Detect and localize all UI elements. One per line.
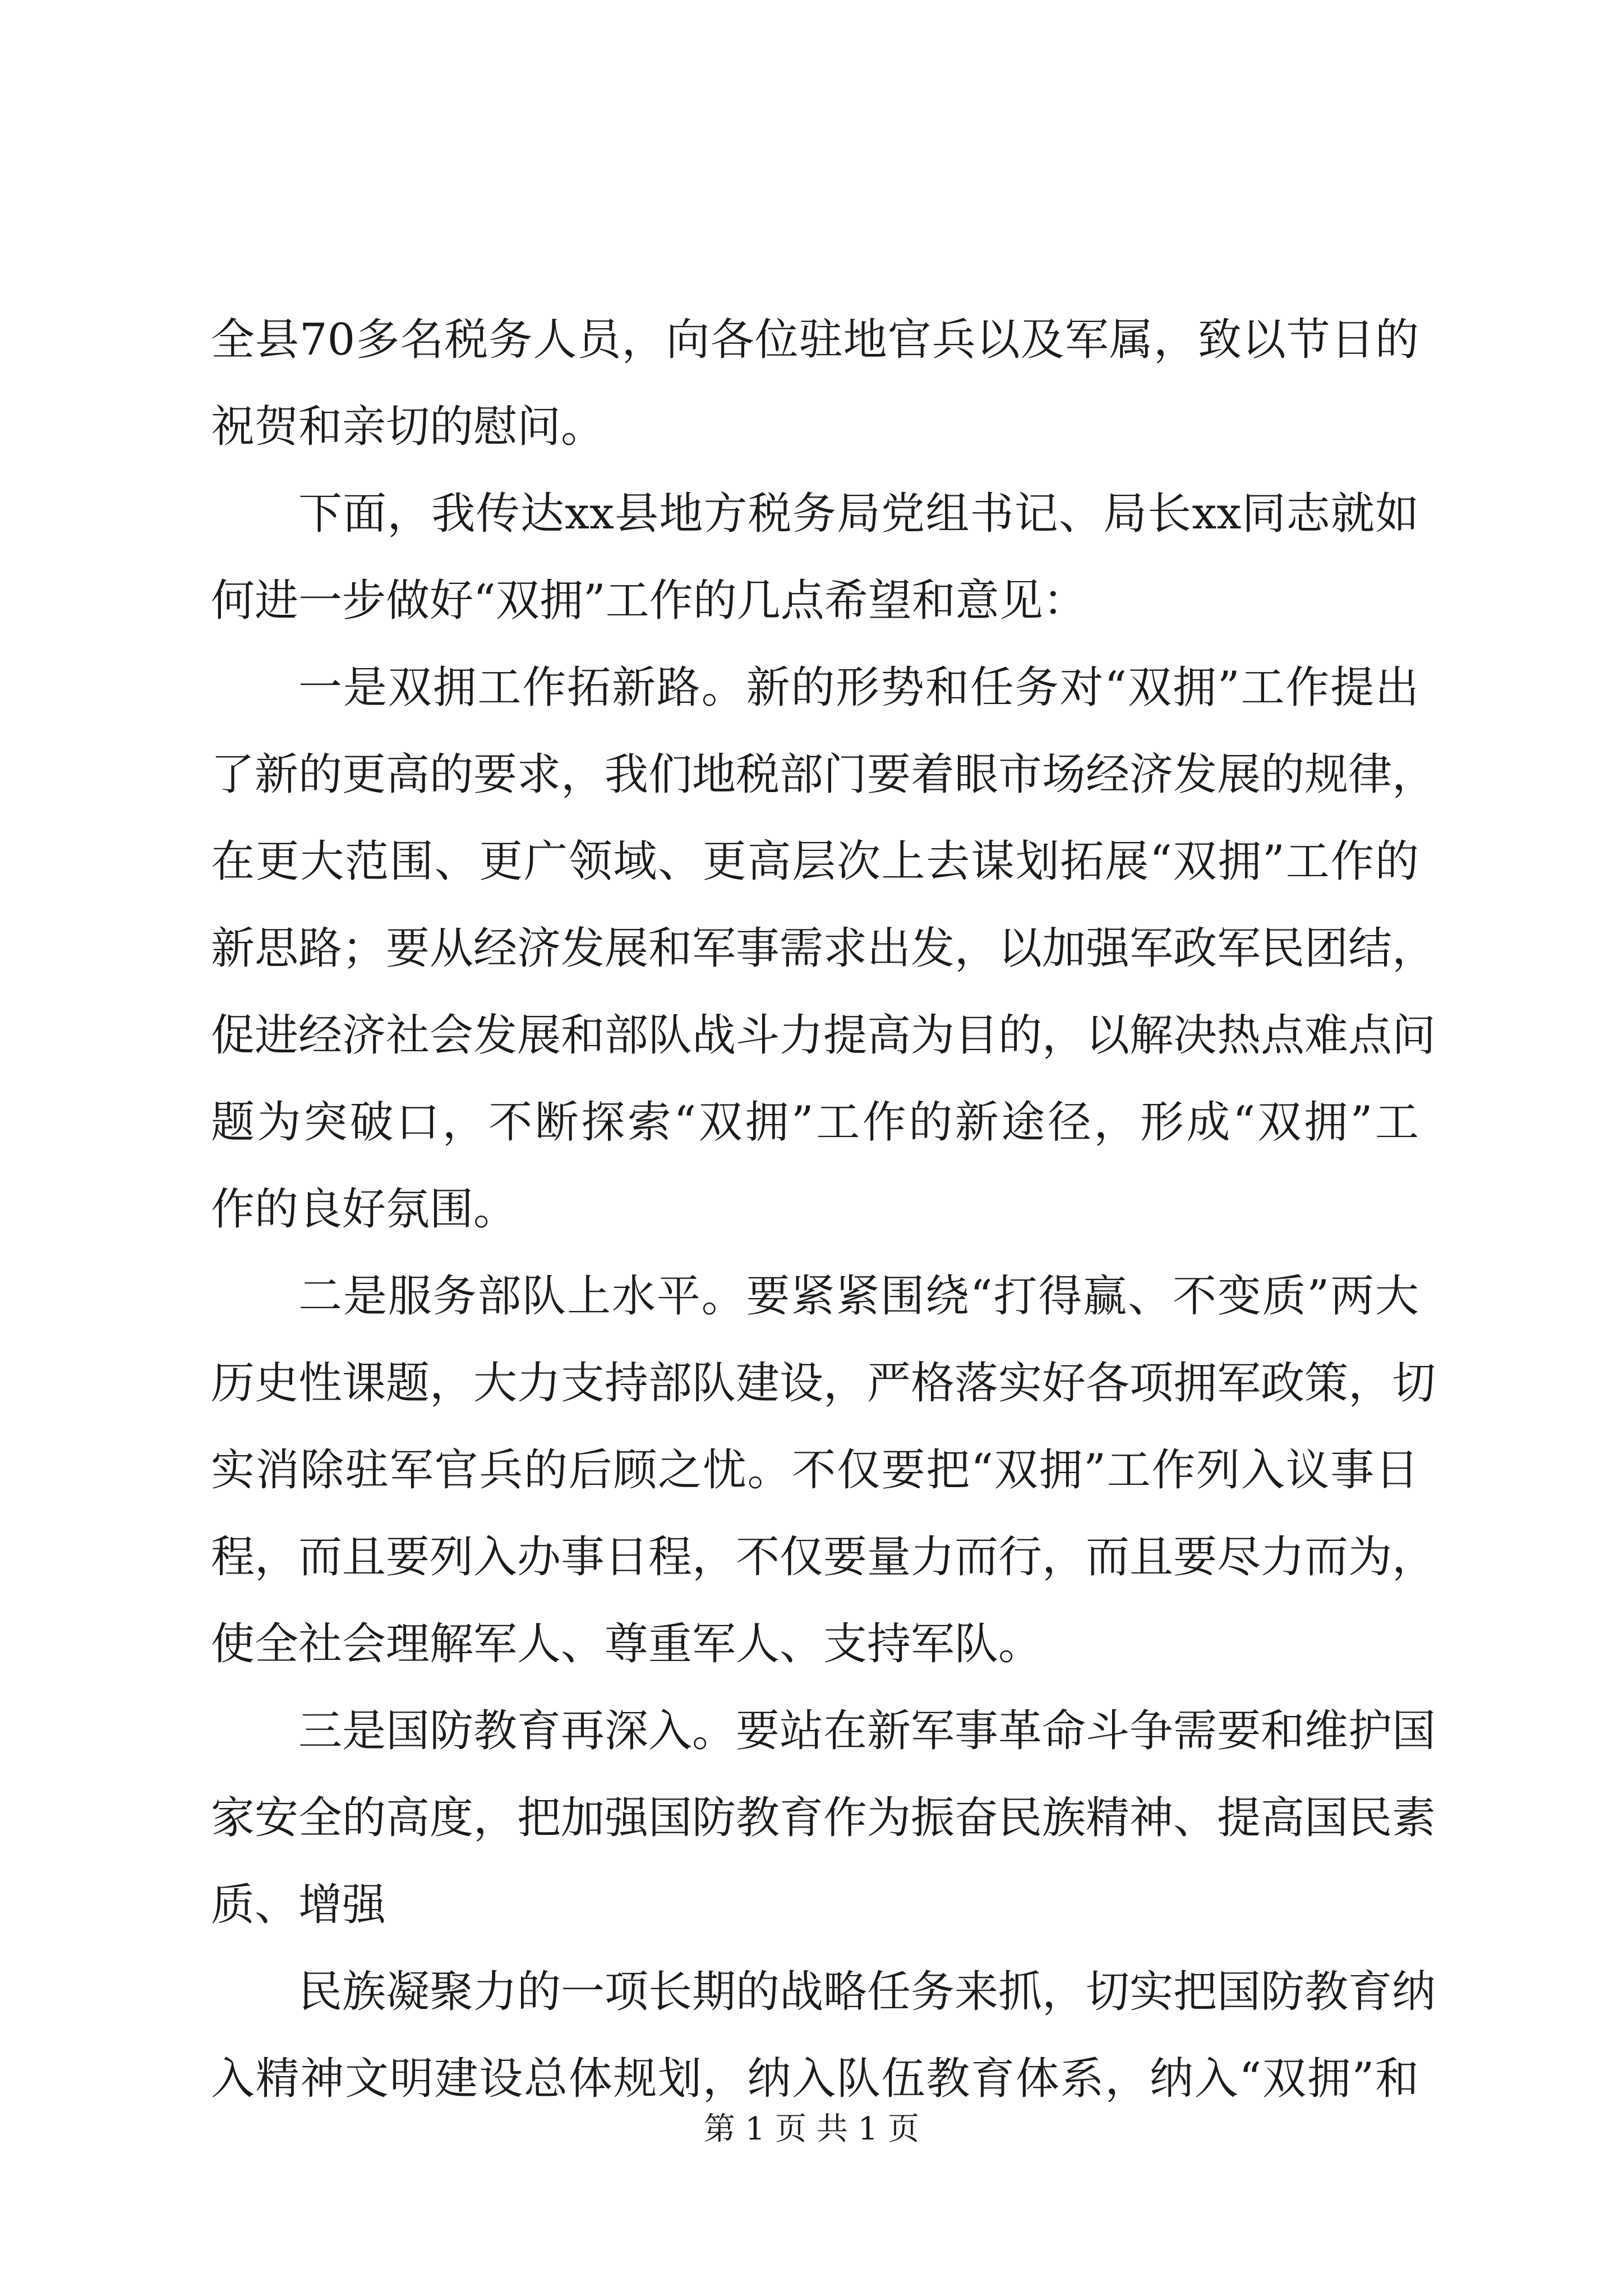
- text-line: 程，而且要列入办事日程，不仅要量力而行，而且要尽力而为，: [211, 1532, 1436, 1582]
- body-text: [211, 297, 1436, 2123]
- page-footer: [0, 2109, 1623, 2150]
- text-line: 使全社会理解军人、尊重军人、支持军队。: [211, 1619, 1043, 1669]
- text-line: 民族凝聚力的一项长期的战略任务来抓，切实把国防教育纳: [298, 1967, 1436, 2017]
- text-line: 促进经济社会发展和部队战斗力提高为目的，以解决热点难点问: [211, 1010, 1436, 1061]
- text-line: 一是双拥工作拓新路。新的形势和任务对“双拥”工作提出: [298, 662, 1419, 713]
- text-line: 祝贺和亲切的慰问。: [211, 402, 605, 452]
- text-line: 作的良好氛围。: [211, 1184, 518, 1235]
- text-line: 下面，我传达xx县地方税务局党组书记、局长xx同志就如: [298, 489, 1419, 539]
- text-line: 了新的更高的要求，我们地税部门要着眼市场经济发展的规律，: [211, 749, 1436, 800]
- text-line: 实消除驻军官兵的后顾之忧。不仅要把“双拥”工作列入议事日: [211, 1445, 1419, 1496]
- text-line: 入精神文明建设总体规划，纳入队伍教育体系，纳入“双拥”和: [211, 2054, 1419, 2104]
- text-line: 全县70多名税务人员，向各位驻地官兵以及军属，致以节日的: [211, 315, 1419, 365]
- text-line: 三是国防教育再深入。要站在新军事革命斗争需要和维护国: [298, 1706, 1436, 1756]
- text-line: 何进一步做好“双拥”工作的几点希望和意见：: [211, 576, 1087, 626]
- text-line: 历史性课题，大力支持部队建设，严格落实好各项拥军政策，切: [211, 1358, 1436, 1409]
- page-number-label: 第 1 页 共 1 页: [703, 2111, 920, 2147]
- text-line: 家安全的高度，把加强国防教育作为振奋民族精神、提高国民素: [211, 1793, 1436, 1843]
- text-line: 质、增强: [211, 1880, 386, 1930]
- text-line: 二是服务部队上水平。要紧紧围绕“打得赢、不变质”两大: [298, 1271, 1419, 1322]
- text-line: 在更大范围、更广领域、更高层次上去谋划拓展“双拥”工作的: [211, 836, 1419, 887]
- text-line: 题为突破口，不断探索“双拥”工作的新途径，形成“双拥”工: [211, 1097, 1419, 1148]
- text-line: 新思路；要从经济发展和军事需求出发，以加强军政军民团结，: [211, 923, 1436, 974]
